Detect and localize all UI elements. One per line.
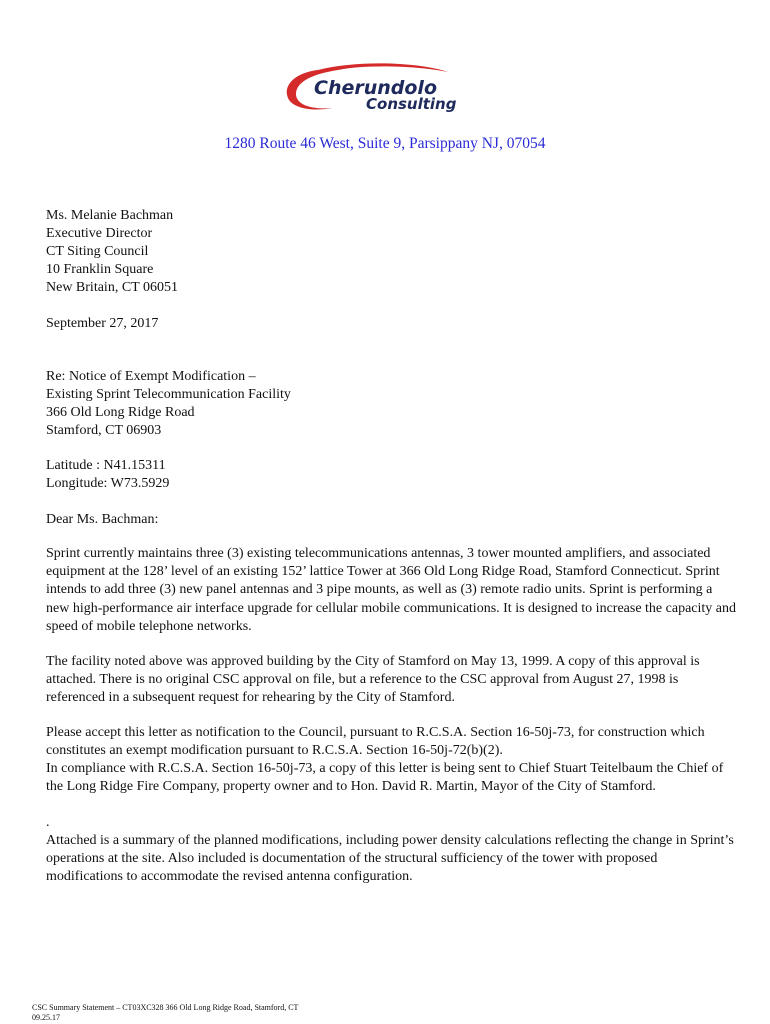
subject-block (46, 368, 736, 440)
longitude-text: Longitude: W73.5929 (46, 476, 170, 491)
body-paragraph-3b: In compliance with R.C.S.A. Section 16-50j-73, a copy of this letter is being sent to Chief Stuart Teitelbaum the Chief of the Long Ridge Fire Company, property owner and to Hon. David R. Martin, Mayor of the City of Stamford. (46, 761, 724, 795)
recipient-block (46, 207, 736, 297)
salutation-text: Dear Ms. Bachman: (46, 512, 159, 527)
logo-line1: Cherundolo (314, 77, 437, 99)
body-paragraph-1: Sprint currently maintains three (3) existing telecommunications antennas, 3 tower mounted amplifiers, and associated equipment at the 128’ level of an existing 152’ lattice Tower at 366 Old Long Ridge Road, Stamford Connecticut. Sprint intends to add three (3) new panel antennas and 3 pipe mounts, as well as (3) remote radio units. Sprint is performing a new high-performance air interface upgrade for cellular mobile communications. It is designed to increase the capacity and speed of mobile telephone networks. (46, 546, 736, 634)
footer-line-2: 09.25.17 (32, 1013, 60, 1022)
recipient-name: Ms. Melanie Bachman (46, 208, 174, 223)
company-logo (278, 58, 492, 116)
page-footer (32, 1003, 298, 1023)
date-text: September 27, 2017 (46, 316, 159, 331)
logo-line2: Consulting (366, 95, 457, 113)
subject-line-1: Re: Notice of Exempt Modification – (46, 369, 256, 384)
letter-date (46, 315, 736, 333)
latitude-text: Latitude : N41.15311 (46, 458, 166, 473)
coordinates-block (46, 457, 736, 493)
footer-line-1: CSC Summary Statement – CT03XC328 366 Old Long Ridge Road, Stamford, CT (32, 1003, 299, 1012)
recipient-title: Executive Director (46, 226, 153, 241)
body-paragraph-3a: Please accept this letter as notification to the Council, pursuant to R.C.S.A. Section 16-50j-73, for construction which constitutes an exempt modification pursuant to R.C.S.A. Section 16-50j-72(b)(2). (46, 725, 705, 759)
body-paragraph-4: Attached is a summary of the planned modifications, including power density calculations reflecting the change in Sprint’s operations at the site. Also included is documentation of the structural sufficiency of the tower with proposed modifications to accommodate the revised antenna configuration. (46, 833, 734, 885)
salutation (46, 511, 736, 529)
recipient-street: 10 Franklin Square (46, 262, 154, 277)
company-address: 1280 Route 46 West, Suite 9, Parsippany NJ, 07054 (224, 135, 546, 152)
subject-line-4: Stamford, CT 06903 (46, 423, 162, 438)
body-dot-line: . (46, 815, 50, 830)
recipient-organization: CT Siting Council (46, 244, 149, 259)
body-paragraph-2: The facility noted above was approved building by the City of Stamford on May 13, 1999. A copy of this approval is attached. There is no original CSC approval on file, but a reference to the CSC approval from August 27, 1998 is referenced in a subsequent request for rehearing by the City of Stamford. (46, 654, 700, 706)
subject-line-3: 366 Old Long Ridge Road (46, 405, 195, 420)
recipient-city: New Britain, CT 06051 (46, 280, 178, 295)
subject-line-2: Existing Sprint Telecommunication Facility (46, 387, 291, 402)
